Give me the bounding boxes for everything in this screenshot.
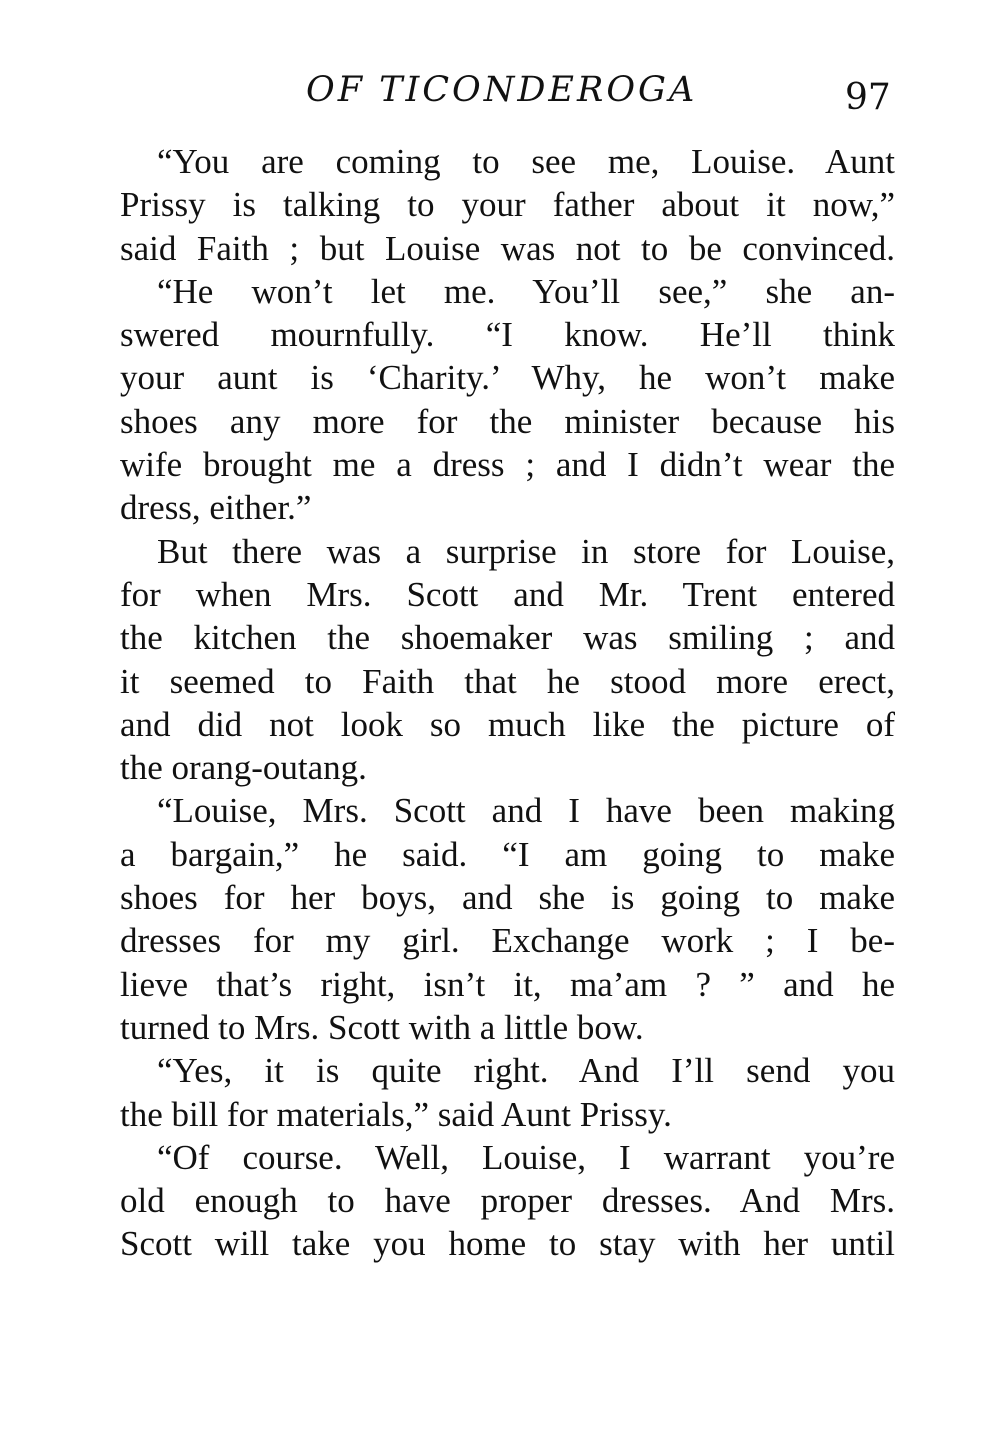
text-line: Prissy is talking to your father about it now,” [120,185,895,225]
text-line: and did not look so much like the picture of [120,704,895,744]
text-line: “Yes, it is quite right. And I’ll send you [157,1051,895,1091]
text-line: dress, either.” [120,488,312,528]
text-line: “You are coming to see me, Louise. Aunt [157,142,895,181]
text-line: for when Mrs. Scott and Mr. Trent entered [120,574,895,614]
text-line: the orang-outang. [120,748,367,788]
text-line: wife brought me a dress ; and I didn’t wear the [120,445,895,485]
text-line: shoes any more for the minister because his [120,401,895,441]
text-line: But there was a surprise in store for Louise, [157,531,895,571]
body-text [120,140,895,1266]
text-line: said Faith ; but Louise was not to be convinced. [120,228,895,268]
text-line: a bargain,” he said. “I am going to make [120,834,895,874]
text-line: dresses for my girl. Exchange work ; I be- [120,921,895,961]
text-line: lieve that’s right, isn’t it, ma’am ? ” and he [120,964,895,1004]
text-line: “He won’t let me. You’ll see,” she an- [157,271,895,311]
text-line: the kitchen the shoemaker was smiling ; and [120,618,895,658]
text-line: old enough to have proper dresses. And Mrs. [120,1181,895,1221]
text-line: the bill for materials,” said Aunt Prissy. [120,1094,672,1134]
text-line: swered mournfully. “I know. He’ll think [120,315,895,355]
page-number: 97 [845,77,891,118]
text-line: it seemed to Faith that he stood more erect, [120,661,895,701]
text-line: “Of course. Well, Louise, I warrant you’re [157,1137,895,1177]
running-title: OF TICONDEROGA [306,70,698,110]
text-line: Scott will take you home to stay with her until [120,1224,895,1264]
text-line: “Louise, Mrs. Scott and I have been making [157,791,895,831]
text-line: your aunt is ‘Charity.’ Why, he won’t make [120,358,895,398]
text-line: shoes for her boys, and she is going to make [120,878,895,918]
text-line: turned to Mrs. Scott with a little bow. [120,1007,644,1047]
